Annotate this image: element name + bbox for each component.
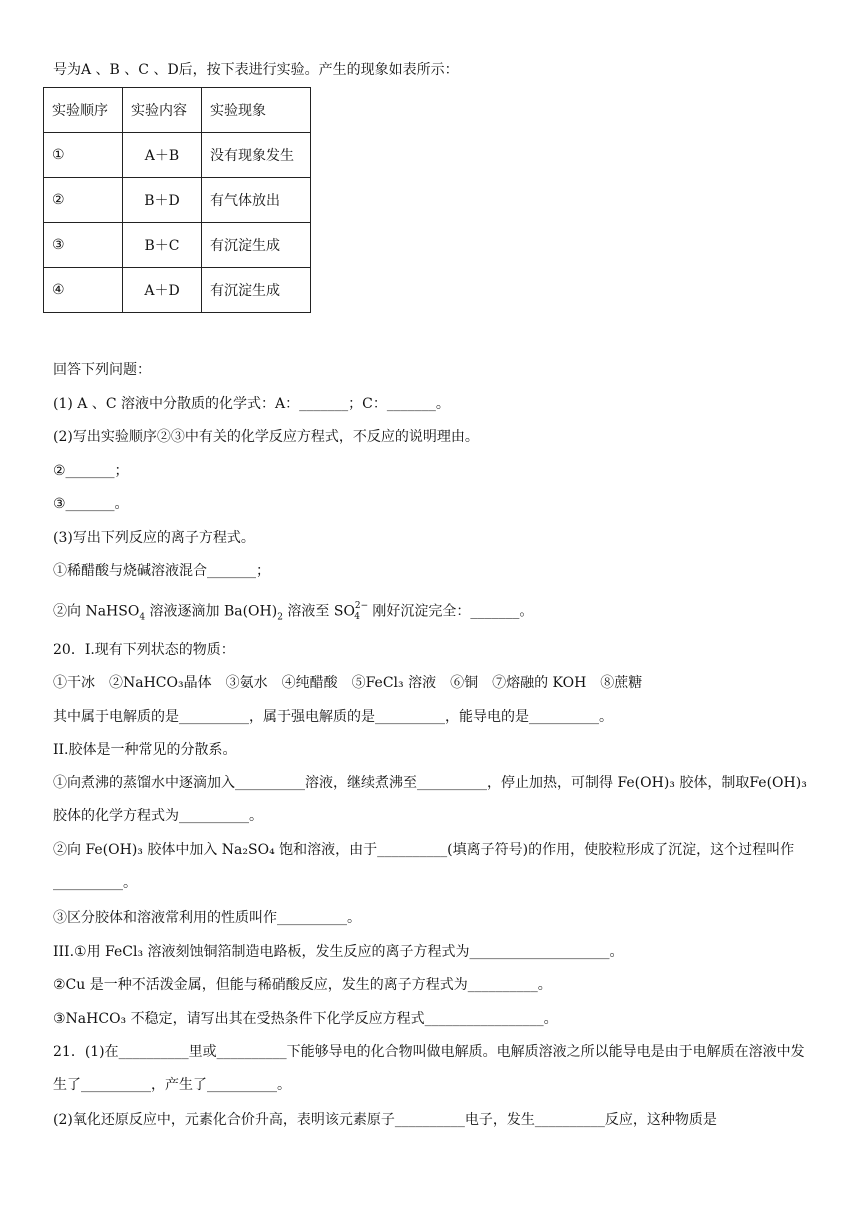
table-cell: ② (44, 178, 123, 223)
q19-part1: (1) A 、C 溶液中分散质的化学式：A：_______；C：_______。 (53, 396, 450, 412)
q19-part3-a: ①稀醋酸与烧碱溶液混合_______； (53, 563, 270, 579)
table-cell: 有沉淀生成 (202, 268, 311, 313)
q19-p3b-sup3: 2− (354, 601, 369, 611)
table-cell: B＋C (123, 223, 202, 268)
q20-items: ①干冰 ②NaHCO₃晶体 ③氨水 ④纯醋酸 ⑤FeCl₃ 溶液 ⑥铜 ⑦熔融的 KOH ⑧蔗糖 (53, 675, 643, 691)
q19-part2-b: ③_______。 (53, 496, 129, 512)
q20-line4: ②向 Fe(OH)₃ 胶体中加入 Na₂SO₄ 饱和溶液，由于__________(填离子符号)的作用，使胶粒形成了沉淀，这个过程叫作__________。 (53, 842, 795, 891)
table-header-row (44, 88, 311, 133)
table-row (44, 178, 311, 223)
q19-p3b-pre: ②向 NaHSO (53, 603, 140, 620)
q19-p3b-sub2: 2 (277, 612, 283, 623)
header-cell: 实验内容 (123, 88, 202, 133)
q20-line6: III.①用 FeCl₃ 溶液刻蚀铜箔制造电路板，发生反应的离子方程式为____________________。 (53, 944, 624, 960)
intro-text: 号为A 、B 、C 、D后，按下表进行实验。产生的现象如表所示： (53, 62, 459, 78)
q19-p3b-mid: 溶液逐滴加 Ba(OH) (145, 603, 278, 620)
table-cell: A＋D (123, 268, 202, 313)
q19-part2-a: ②_______； (53, 463, 129, 479)
q19-p3b-mid2: 溶液至 SO (282, 603, 355, 620)
q19-p3b-sub1: 4 (139, 612, 146, 623)
answer-intro: 回答下列问题： (53, 362, 151, 378)
q20-line1: 其中属于电解质的是__________，属于强电解质的是__________，能导电的是__________。 (53, 709, 613, 725)
q19-part3-b (53, 598, 533, 627)
q20-line8: ③NaHCO₃ 不稳定，请写出其在受热条件下化学反应方程式_________________。 (53, 1011, 558, 1027)
q19-p3b-post: 刚好沉淀完全：_______。 (367, 603, 534, 620)
q19-part3: (3)写出下列反应的离子方程式。 (53, 530, 255, 546)
table-cell: A＋B (123, 133, 202, 178)
q21-line2: (2)氧化还原反应中，元素化合价升高，表明该元素原子__________电子，发生__________反应，这种物质是 (53, 1112, 717, 1128)
q21-line1: 21．(1)在__________里或__________下能够导电的化合物叫做电解质。电解质溶液之所以能导电是由于电解质在溶液中发生了__________，产生了__________。 (53, 1044, 805, 1093)
q20-line3: ①向煮沸的蒸馏水中逐滴加入__________溶液，继续煮沸至__________，停止加热，可制得 Fe(OH)₃ 胶体，制取Fe(OH)₃ 胶体的化学方程式为__________。 (53, 775, 807, 824)
q20-line7: ②Cu 是一种不活泼金属，但能与稀硝酸反应，发生的离子方程式为__________。 (53, 977, 552, 993)
table-cell: B＋D (123, 178, 202, 223)
table-cell: 有气体放出 (202, 178, 311, 223)
table-cell: ① (44, 133, 123, 178)
table-row (44, 133, 311, 178)
table-row (44, 223, 311, 268)
q20-line2: II.胶体是一种常见的分散系。 (53, 742, 237, 758)
table-row (44, 268, 311, 313)
header-cell: 实验现象 (202, 88, 311, 133)
experiment-table (43, 87, 311, 313)
q19-p3b-sub3: 4 (354, 612, 360, 623)
q20-line5: ③区分胶体和溶液常利用的性质叫作__________。 (53, 910, 361, 926)
q20-title: 20．I.现有下列状态的物质： (53, 642, 235, 658)
table-cell: 有沉淀生成 (202, 223, 311, 268)
q19-part2: (2)写出实验顺序②③中有关的化学反应方程式，不反应的说明理由。 (53, 429, 479, 445)
table-cell: 没有现象发生 (202, 133, 311, 178)
header-cell: 实验顺序 (44, 88, 123, 133)
table-cell: ③ (44, 223, 123, 268)
table-cell: ④ (44, 268, 123, 313)
